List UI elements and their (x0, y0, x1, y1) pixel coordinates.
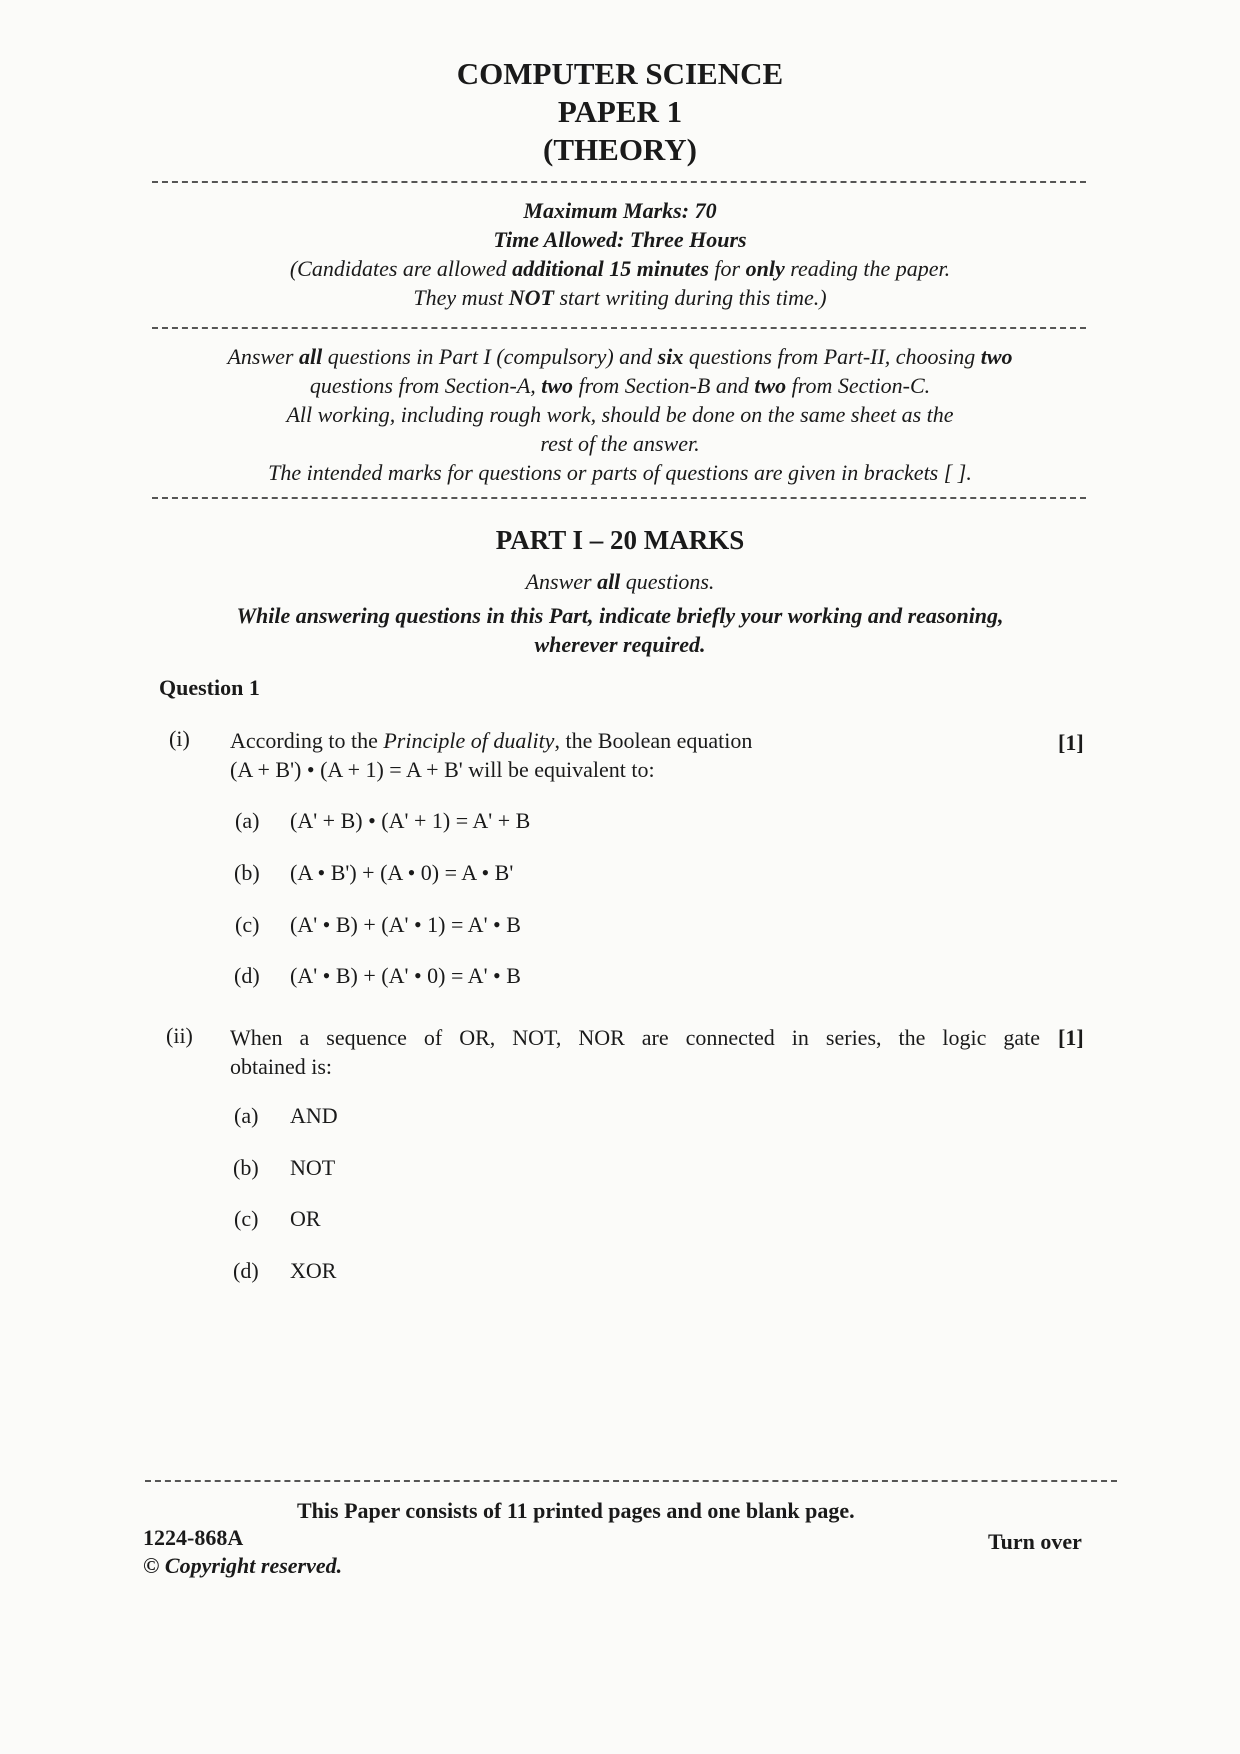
subject-title: COMPUTER SCIENCE (456, 56, 784, 91)
question-heading: Question 1 (159, 675, 260, 700)
reading-text: reading the paper. (784, 256, 951, 281)
working-note-line: wherever required. (534, 632, 706, 657)
instruction-line: All working, including rough work, should be done on the same sheet as the (286, 402, 954, 427)
divider (152, 181, 1086, 183)
question-text (230, 726, 1030, 784)
q-italic: Principle of duality (383, 728, 555, 753)
option-text: (A • B') + (A • 0) = A • B' (290, 860, 514, 885)
time-allowed: Time Allowed: Three Hours (493, 227, 747, 252)
reading-text: (Candidates are allowed (289, 256, 513, 281)
option-label: (b) (234, 860, 260, 885)
note-text: Answer (525, 569, 598, 594)
instr-text: from Section-C. (786, 373, 931, 398)
option-label: (c) (234, 1206, 259, 1231)
option-label: (d) (234, 963, 260, 988)
reading-bold: additional 15 minutes (512, 256, 709, 281)
note-text: questions. (620, 569, 715, 594)
instr-bold: six (657, 344, 684, 369)
instr-bold: two (980, 344, 1013, 369)
working-note-line: While answering questions in this Part, indicate briefly your working and reasoning, (236, 603, 1004, 628)
turn-over: Turn over (988, 1529, 1082, 1554)
instr-text: questions in Part I (compulsory) and (322, 344, 658, 369)
option-text: (A' • B) + (A' • 1) = A' • B (290, 912, 521, 937)
part-number: (ii) (166, 1023, 193, 1048)
question-text (230, 1023, 1040, 1081)
instruction-line (0, 371, 1240, 400)
no-write-text: They must (413, 285, 509, 310)
reading-bold: only (745, 256, 785, 281)
option-label: (a) (235, 808, 260, 833)
option-label: (d) (233, 1258, 259, 1283)
instr-bold: two (754, 373, 787, 398)
instr-text: questions from Section-A, (309, 373, 542, 398)
no-write-text: start writing during this time.) (553, 285, 827, 310)
question-line: When a sequence of OR, NOT, NOR are connected in series, the logic gate (230, 1025, 1040, 1050)
q-text: , the Boolean equation (554, 728, 753, 753)
note-bold: all (597, 569, 621, 594)
exam-info (0, 196, 1240, 312)
instruction-line: rest of the answer. (540, 431, 700, 456)
paper-type: (THEORY) (543, 132, 697, 167)
option-text: (A' • B) + (A' • 0) = A' • B (290, 963, 521, 988)
instr-text: from Section-B and (573, 373, 755, 398)
q-text: According to the (230, 728, 384, 753)
part-title: PART I – 20 MARKS (495, 525, 745, 555)
question-line: obtained is: (230, 1054, 333, 1079)
no-writing-note (0, 283, 1240, 312)
paper-code: 1224-868A (143, 1525, 244, 1550)
max-marks: Maximum Marks: 70 (523, 198, 717, 223)
instr-text: questions from Part-II, choosing (683, 344, 981, 369)
option-text: XOR (290, 1258, 337, 1283)
footer-divider (145, 1480, 1117, 1482)
pages-note: This Paper consists of 11 printed pages and one blank page. (297, 1498, 855, 1523)
question-line (230, 726, 1030, 755)
working-note (0, 601, 1240, 659)
marks-label: [1] (1058, 730, 1084, 755)
option-label: (a) (234, 1103, 259, 1128)
no-write-bold: NOT (508, 285, 554, 310)
instr-bold: all (298, 344, 323, 369)
instructions (0, 342, 1240, 487)
answer-all-note (0, 567, 1240, 596)
instruction-line (0, 342, 1240, 371)
option-label: (b) (233, 1155, 259, 1180)
option-label: (c) (235, 912, 260, 937)
divider (152, 497, 1086, 499)
option-text: NOT (290, 1155, 336, 1180)
copyright: © Copyright reserved. (143, 1553, 343, 1578)
instr-bold: two (541, 373, 574, 398)
reading-time-note (0, 254, 1240, 283)
instr-text: Answer (227, 344, 299, 369)
option-text: (A' + B) • (A' + 1) = A' + B (290, 808, 531, 833)
option-text: AND (290, 1103, 338, 1128)
exam-header (0, 55, 1240, 169)
marks-label: [1] (1058, 1025, 1084, 1050)
question-line: (A + B') • (A + 1) = A + B' will be equivalent to: (230, 757, 655, 782)
instruction-line: The intended marks for questions or parts of questions are given in brackets [ ]. (268, 460, 972, 485)
reading-text: for (708, 256, 746, 281)
part-number: (i) (169, 726, 190, 751)
paper-title: PAPER 1 (557, 94, 683, 129)
option-text: OR (290, 1206, 321, 1231)
divider (152, 327, 1086, 329)
